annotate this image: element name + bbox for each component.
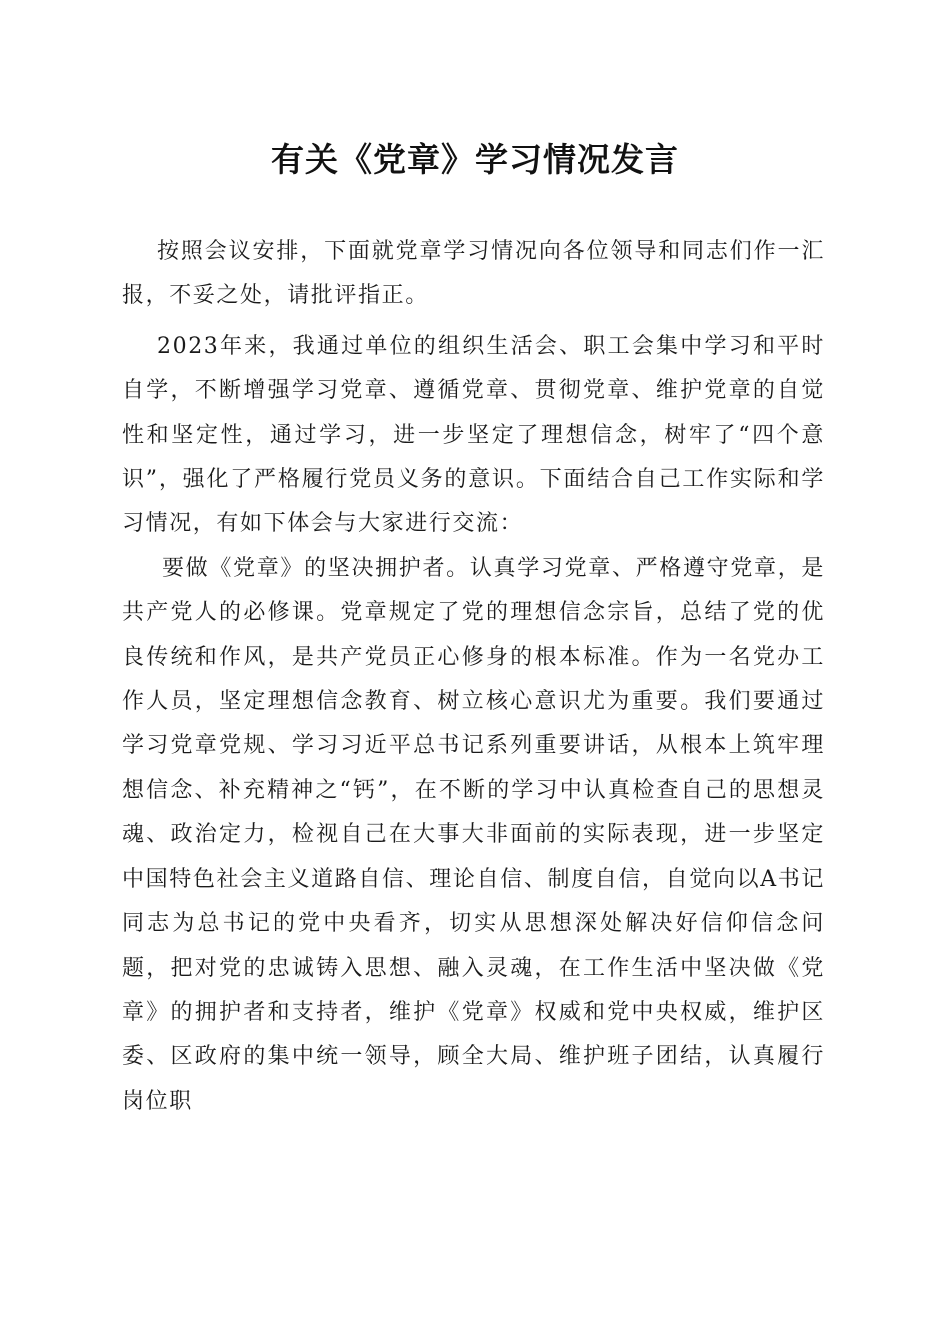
paragraph-supporter: 要做《党章》的坚决拥护者。认真学习党章、严格遵守党章，是共产党人的必修课。党章规定了党的理想信念宗旨，总结了党的优良传统和作风，是共产党员正心修身的根本标准。作为一名党办工作人员，坚定理想信念教育、树立核心意识尤为重要。我们要通过学习党章党规、学习习近平总书记系列重要讲话，从根本上筑牢理想信念、补充精神之“钙”，在不断的学习中认真检查自己的思想灵魂、政治定力，检视自己在大事大非面前的实际表现，进一步坚定中国特色社会主义道路自信、理论自信、制度自信，自觉向以A书记同志为总书记的党中央看齐，切实从思想深处解决好信仰信念问题，把对党的忠诚铸入思想、融入灵魂，在工作生活中坚决做《党章》的拥护者和支持者，维护《党章》权威和党中央权威，维护区委、区政府的集中统一领导，顾全大局、维护班子团结，认真履行岗位职 <box>122 555 825 1114</box>
document-title: 有关《党章》学习情况发言 <box>271 140 679 179</box>
paragraph-overview: 2023年来，我通过单位的组织生活会、职工会集中学习和平时自学，不断增强学习党章、遵循党章、贯彻党章、维护党章的自觉性和坚定性，通过学习，进一步坚定了理想信念，树牢了“四个意识”，强化了严格履行党员义务的意识。下面结合自己工作实际和学习情况，有如下体会与大家进行交流： <box>122 333 825 537</box>
document-body <box>122 230 825 1124</box>
paragraph-intro: 按照会议安排，下面就党章学习情况向各位领导和同志们作一汇报，不妥之处，请批评指正。 <box>122 239 825 309</box>
